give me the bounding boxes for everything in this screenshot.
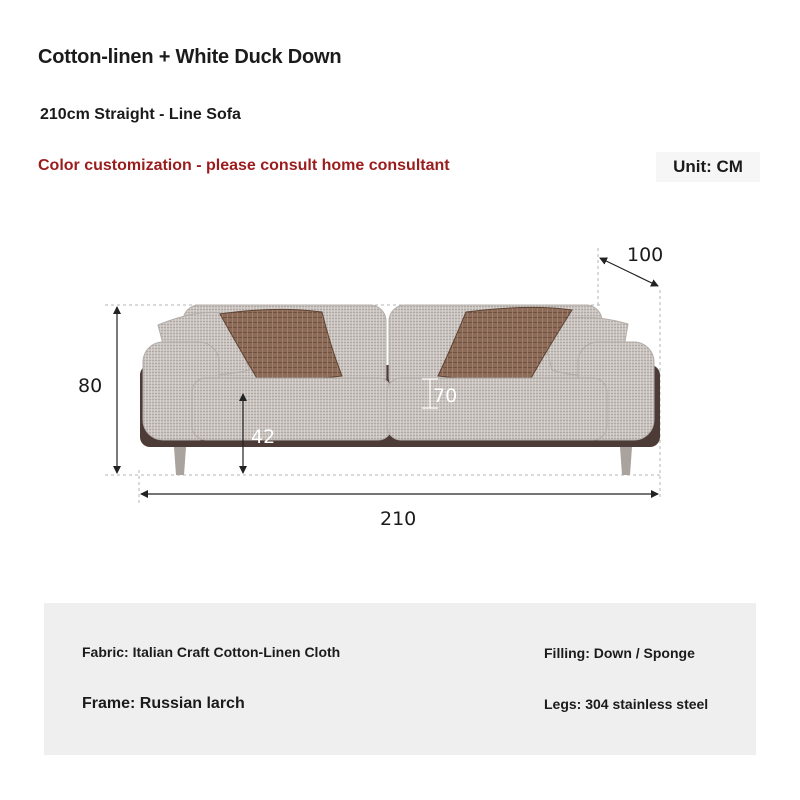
fabric-spec: Fabric: Italian Craft Cotton-Linen Cloth — [82, 644, 341, 660]
frame-spec: Frame: Russian larch — [82, 695, 245, 712]
width-label: 210 — [380, 508, 417, 530]
back-height-label: 70 — [433, 385, 458, 407]
legs-spec: Legs: 304 stainless steel — [544, 696, 709, 712]
depth-label: 100 — [627, 244, 664, 266]
seat-height-label: 42 — [251, 426, 276, 448]
color-customization-note: Color customization - please consult home consultant — [38, 157, 450, 174]
product-title: Cotton-linen + White Duck Down — [38, 46, 342, 68]
height-label: 80 — [78, 375, 103, 397]
filling-spec: Filling: Down / Sponge — [544, 645, 695, 661]
sofa-dimension-diagram — [0, 230, 800, 550]
unit-label: Unit: CM — [656, 152, 760, 182]
product-subtitle: 210cm Straight - Line Sofa — [40, 106, 241, 123]
spec-panel — [44, 603, 756, 755]
sofa-illustration — [140, 305, 660, 475]
